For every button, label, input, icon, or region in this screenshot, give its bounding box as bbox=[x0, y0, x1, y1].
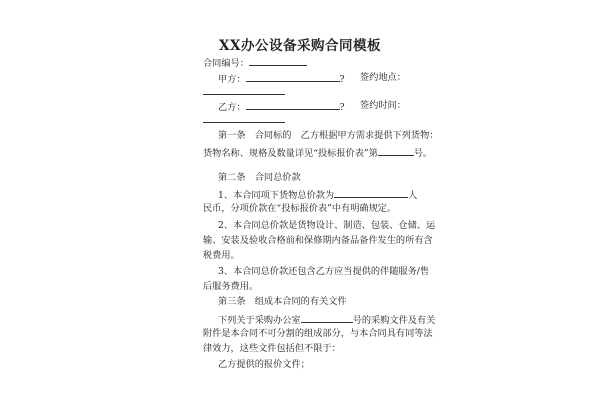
article-3-item-1: 乙方提供的报价文件； bbox=[218, 359, 310, 370]
article-2-p1-line-2: 民币，分项价款在“投标报价表”中有明确规定。 bbox=[203, 203, 397, 214]
article-3-p1-line-2: 附件是本合同不可分割的组成部分，与本合同具有同等法 bbox=[203, 328, 433, 339]
article-2-p2-line-1: 2、本合同总价款是货物设计、制造、包装、仓储、运 bbox=[218, 220, 436, 231]
article-3-title: 第三条 组成本合同的有关文件 bbox=[218, 296, 347, 307]
article-3-p1-line-1 bbox=[218, 313, 435, 327]
article-2-p2-line-3: 税费用。 bbox=[203, 250, 240, 261]
article-3-p1-line-3: 律效力，这些文件包括但不限于： bbox=[203, 343, 341, 354]
contract-number-label: 合同编号： bbox=[203, 58, 249, 69]
article-2-p1-suffix: 人 bbox=[408, 190, 418, 201]
article-2-title: 第二条 合同总价款 bbox=[218, 172, 301, 183]
article-2-p3-line-1: 3、本合同总价款还包含乙方应当提供的伴随服务/售 bbox=[218, 266, 430, 277]
sign-place-blank bbox=[203, 94, 285, 95]
contract-number-blank bbox=[249, 56, 307, 66]
contract-title: XX办公设备采购合同模板 bbox=[219, 38, 381, 54]
article-2-p3-line-2: 后服务费用。 bbox=[203, 281, 259, 292]
article-2-p1-text: 1、本合同项下货物总价款为 bbox=[218, 190, 335, 201]
total-price-blank bbox=[334, 188, 408, 198]
party-b-line bbox=[218, 100, 345, 114]
table-number-blank bbox=[378, 146, 414, 156]
sign-time-label: 签约时间： bbox=[360, 100, 406, 111]
party-b-suffix: ? bbox=[339, 102, 345, 113]
article-1-text: 货物名称、规格及数量详见“投标报价表”第 bbox=[203, 148, 378, 159]
party-a-label: 甲方： bbox=[218, 74, 246, 85]
contract-number-line bbox=[203, 56, 307, 70]
procurement-number-blank bbox=[301, 313, 353, 323]
party-a-suffix: ? bbox=[339, 74, 345, 85]
article-3-p1-suffix: 号的采购文件及有关 bbox=[352, 315, 436, 326]
sign-place-label: 签约地点： bbox=[360, 72, 406, 83]
party-b-blank bbox=[246, 100, 340, 110]
article-2-p1-line-1 bbox=[218, 188, 417, 202]
article-1-suffix: 号。 bbox=[413, 148, 433, 159]
article-1-line-1: 第一条 合同标的 乙方根据甲方需求提供下列货物： bbox=[218, 130, 439, 141]
party-a-line bbox=[218, 72, 345, 86]
sign-time-blank bbox=[203, 122, 285, 123]
party-a-blank bbox=[246, 72, 340, 82]
article-1-line-2 bbox=[203, 146, 432, 160]
article-3-p1-text: 下列关于采购办公室 bbox=[218, 315, 301, 326]
party-b-label: 乙方： bbox=[218, 102, 246, 113]
article-2-p2-line-2: 输、安装及验收合格前和保修期内备品备件发生的所有含 bbox=[203, 235, 433, 246]
